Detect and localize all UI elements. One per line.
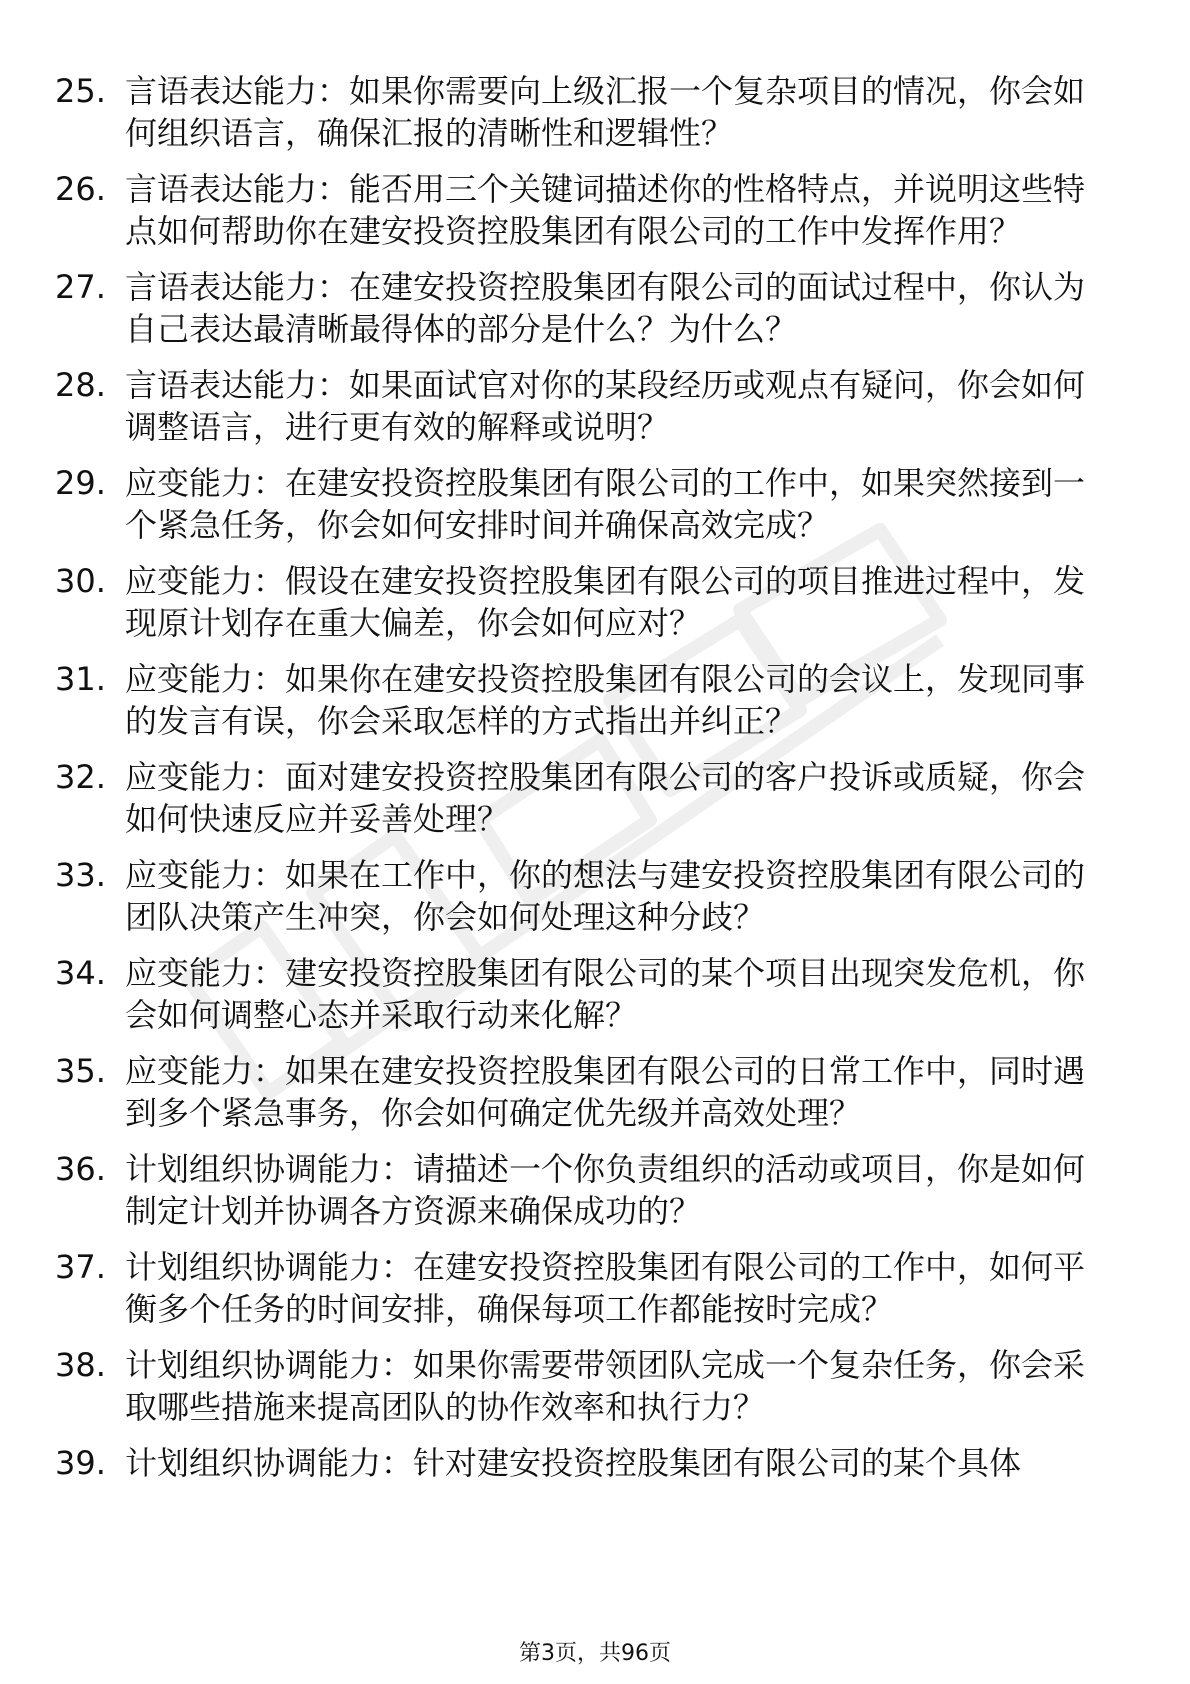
question-number: 38. <box>55 1346 106 1384</box>
question-item <box>55 1246 1115 1330</box>
question-text: 应变能力：建安投资控股集团有限公司的某个项目出现突发危机，你会如何调整心态并采取行动来化解？ <box>125 954 1086 1034</box>
question-item <box>55 266 1115 350</box>
question-number: 30. <box>55 562 106 600</box>
question-item <box>55 658 1115 742</box>
question-item <box>55 1442 1115 1484</box>
question-item <box>55 168 1115 252</box>
question-number: 33. <box>55 856 106 894</box>
question-number: 32. <box>55 758 106 796</box>
question-text: 应变能力：在建安投资控股集团有限公司的工作中，如果突然接到一个紧急任务，你会如何安排时间并确保高效完成？ <box>125 464 1086 544</box>
question-number: 35. <box>55 1052 106 1090</box>
question-item <box>55 1050 1115 1134</box>
question-item <box>55 462 1115 546</box>
question-text: 言语表达能力：能否用三个关键词描述你的性格特点，并说明这些特点如何帮助你在建安投资控股集团有限公司的工作中发挥作用？ <box>125 170 1086 250</box>
page-number-label: 第3页，共96页 <box>519 1641 671 1666</box>
question-number: 25. <box>55 72 106 110</box>
question-text: 应变能力：面对建安投资控股集团有限公司的客户投诉或质疑，你会如何快速反应并妥善处理？ <box>125 758 1086 838</box>
question-number: 36. <box>55 1150 106 1188</box>
question-text: 应变能力：如果在工作中，你的想法与建安投资控股集团有限公司的团队决策产生冲突，你会如何处理这种分歧？ <box>125 856 1086 936</box>
question-number: 26. <box>55 170 106 208</box>
question-number: 31. <box>55 660 106 698</box>
question-number: 37. <box>55 1248 106 1286</box>
question-text: 计划组织协调能力：如果你需要带领团队完成一个复杂任务，你会采取哪些措施来提高团队的协作效率和执行力？ <box>125 1346 1086 1426</box>
question-list <box>55 70 1115 1498</box>
question-item <box>55 560 1115 644</box>
question-item <box>55 952 1115 1036</box>
question-number: 27. <box>55 268 106 306</box>
question-text: 应变能力：假设在建安投资控股集团有限公司的项目推进过程中，发现原计划存在重大偏差，你会如何应对？ <box>125 562 1086 642</box>
question-text: 计划组织协调能力：针对建安投资控股集团有限公司的某个具体 <box>125 1444 1022 1482</box>
question-number: 39. <box>55 1444 106 1482</box>
question-text: 计划组织协调能力：在建安投资控股集团有限公司的工作中，如何平衡多个任务的时间安排，确保每项工作都能按时完成？ <box>125 1248 1086 1328</box>
question-text: 计划组织协调能力：请描述一个你负责组织的活动或项目，你是如何制定计划并协调各方资源来确保成功的？ <box>125 1150 1086 1230</box>
question-number: 34. <box>55 954 106 992</box>
question-item <box>55 756 1115 840</box>
question-text: 言语表达能力：如果你需要向上级汇报一个复杂项目的情况，你会如何组织语言，确保汇报的清晰性和逻辑性？ <box>125 72 1086 152</box>
page-footer <box>0 1640 1190 1668</box>
question-item <box>55 1344 1115 1428</box>
question-number: 28. <box>55 366 106 404</box>
question-text: 言语表达能力：在建安投资控股集团有限公司的面试过程中，你认为自己表达最清晰最得体的部分是什么？为什么？ <box>125 268 1086 348</box>
question-item <box>55 70 1115 154</box>
question-item <box>55 364 1115 448</box>
question-text: 应变能力：如果你在建安投资控股集团有限公司的会议上，发现同事的发言有误，你会采取怎样的方式指出并纠正？ <box>125 660 1086 740</box>
question-item <box>55 1148 1115 1232</box>
question-item <box>55 854 1115 938</box>
question-text: 言语表达能力：如果面试官对你的某段经历或观点有疑问，你会如何调整语言，进行更有效的解释或说明？ <box>125 366 1086 446</box>
question-text: 应变能力：如果在建安投资控股集团有限公司的日常工作中，同时遇到多个紧急事务，你会如何确定优先级并高效处理？ <box>125 1052 1086 1132</box>
question-number: 29. <box>55 464 106 502</box>
